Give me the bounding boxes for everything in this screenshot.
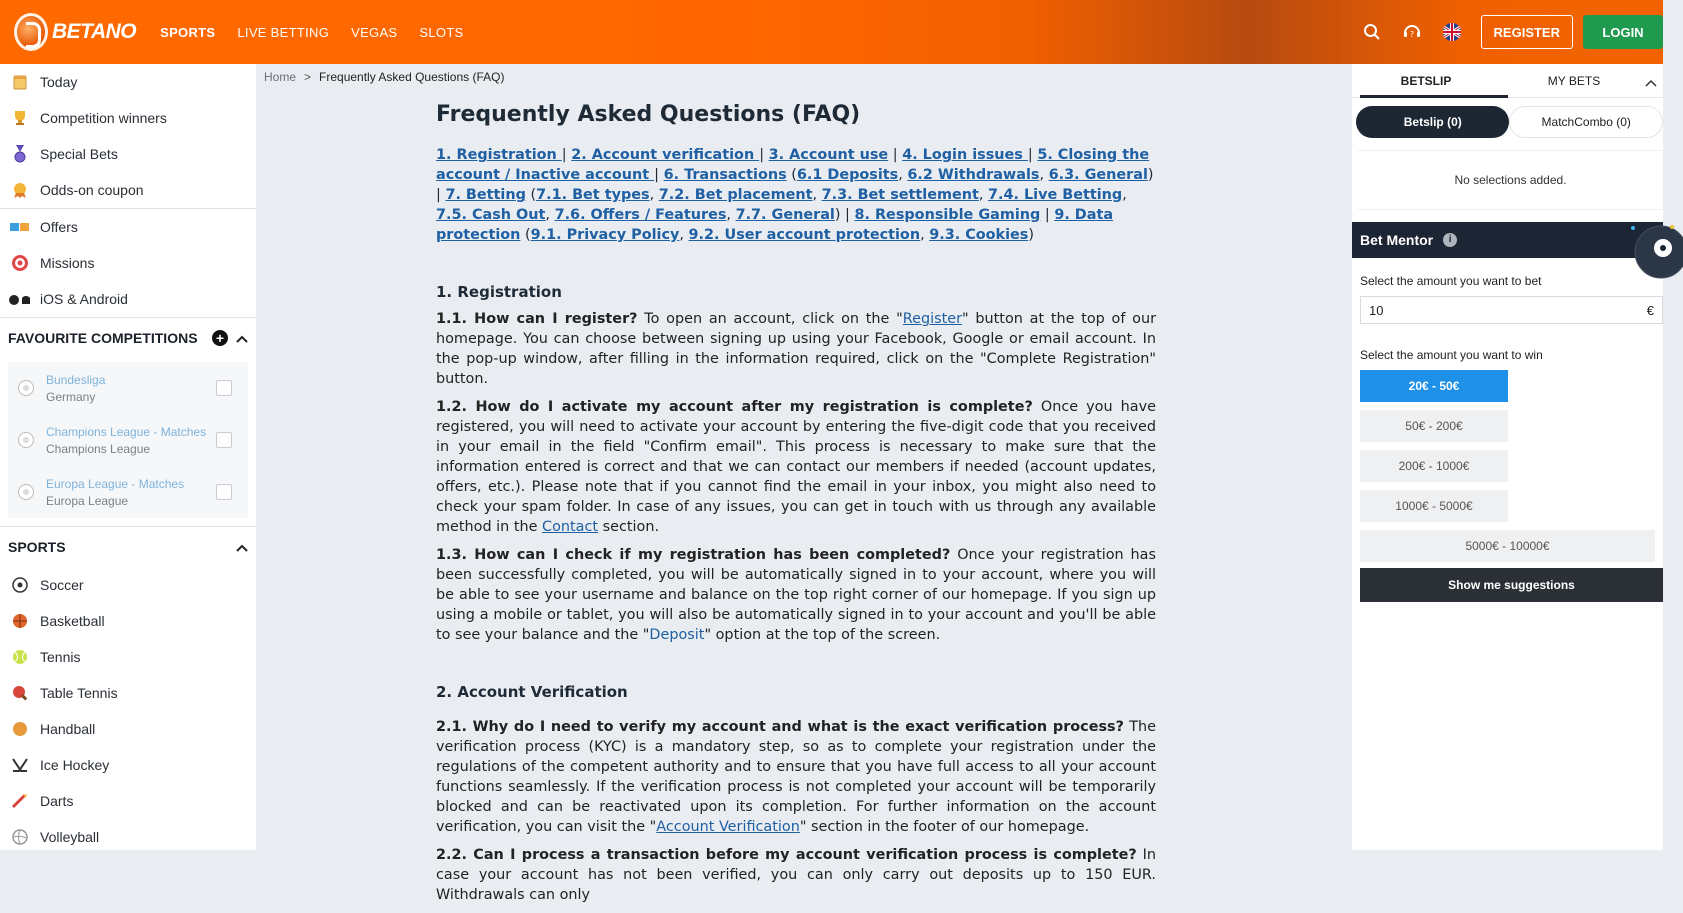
darts-icon [10, 791, 30, 811]
breadcrumb-home[interactable]: Home [264, 70, 297, 84]
faq-answer-text: section. [598, 519, 660, 535]
soccer-icon [10, 575, 30, 595]
main-content [256, 64, 1352, 903]
account-verification-link[interactable]: Account Verification [656, 819, 800, 835]
toc-user-account-protection-link[interactable]: 9.2. User account protection [688, 227, 921, 243]
page-title: Frequently Asked Questions (FAQ) [436, 102, 861, 127]
faq-answer-text: " section in the footer of our homepage. [799, 819, 1090, 835]
uk-flag-icon[interactable] [1441, 21, 1463, 43]
ice-hockey-icon [10, 755, 30, 775]
faq-answer-2-1 [436, 717, 1156, 837]
support-icon[interactable] [1401, 21, 1423, 43]
faq-answer-text: " button at the top of our homepage. You can choose between signing up using your Facebook, Google or email account. In the pop-up window, after filling in the information required, click on the "Complete Registration" button. [436, 311, 1157, 387]
sidebar-item-label: iOS & Android [40, 291, 128, 307]
toc-bet-settlement-link[interactable]: 7.3. Bet settlement [821, 187, 979, 203]
favourite-name: Europa League - Matches [46, 476, 185, 491]
header-actions [1361, 0, 1663, 64]
sidebar-item-label: Darts [40, 793, 74, 809]
faq-article [436, 102, 1156, 913]
toc-general-betting-link[interactable]: 7.7. General [735, 207, 835, 223]
sports-header[interactable] [0, 527, 256, 567]
sidebar-item-label: Volleyball [40, 829, 100, 845]
sidebar-item-soccer[interactable] [0, 567, 256, 603]
sidebar-item-label: Missions [40, 255, 95, 271]
favourite-item[interactable] [8, 414, 248, 466]
favourite-item[interactable] [8, 466, 248, 518]
sidebar-item-offers[interactable] [0, 209, 256, 245]
win-option-5000-10000[interactable]: 5000€ - 10000€ [1360, 530, 1655, 562]
toc-data-protection-link[interactable]: 9. Data protection [436, 207, 1114, 243]
calendar-icon [10, 72, 30, 92]
faq-answer-2-2 [436, 845, 1156, 905]
toc-privacy-policy-link[interactable]: 9.1. Privacy Policy [530, 227, 680, 243]
table-tennis-icon [10, 683, 30, 703]
toc-responsible-gaming-link[interactable]: 8. Responsible Gaming [854, 207, 1041, 223]
sidebar-item-label: Competition winners [40, 110, 167, 126]
logo-text: BETANO [52, 20, 137, 43]
sidebar-item-today[interactable] [0, 64, 256, 100]
info-icon[interactable]: i [1443, 233, 1457, 247]
faq-question: 2.2. Can I process a transaction before my account verification process is complete? [436, 847, 1137, 863]
faq-question: 2.1. Why do I need to verify my account and what is the exact verification process? [436, 719, 1124, 735]
faq-question: 1.3. How can I check if my registration has been completed? [436, 547, 951, 563]
search-icon[interactable] [1361, 21, 1383, 43]
logo-mark-icon [14, 13, 48, 51]
win-amount-options [1360, 370, 1663, 570]
favourite-name: Bundesliga [46, 372, 106, 387]
empty-betslip-message: No selections added. [1358, 150, 1663, 210]
nav-live-betting[interactable]: LIVE BETTING [237, 24, 330, 40]
toc-deposits-link[interactable]: 6.1 Deposits [796, 167, 899, 183]
favourite-sub: Champions League [46, 441, 151, 456]
bet-mentor-header [1352, 222, 1663, 258]
win-option-50-200[interactable]: 50€ - 200€ [1360, 410, 1508, 442]
win-option-200-1000[interactable]: 200€ - 1000€ [1360, 450, 1508, 482]
breadcrumb-separator: > [304, 70, 312, 84]
sidebar-item-tennis[interactable] [0, 639, 256, 675]
sidebar-item-ice-hockey[interactable] [0, 747, 256, 783]
faq-answer-text: Once you have registered, you will need to activate your account by entering the five-digit code that you received in your email in the field "Confirm email". This process is necessary to make sure that the information entered is correct and that we can contact our members if needed (account updates, offers, etc.). Please note that if you cannot find the email in your inbox, you might also need to check your spam folder. In case of any issues, you can get in touch with us through any available method in the [436, 399, 1156, 535]
sidebar-item-handball[interactable] [0, 711, 256, 747]
faq-table-of-contents: 1. Registration | 2. Account verification | 3. Account use | 4. Login issues | 5. Closing the account / Inactive account | 6. Transactions (6.1 Deposits, 6.2 Withdrawals, 6.3. General) | 7. Betting (7.1. Bet types, 7.2. Bet placement, 7.3. Bet settlement, 7.4. Live Betting, 7.5. Cash Out, 7.6. Offers / Features, 7.7. General) | 8. Responsible Gaming | 9. Data protection (9.1. Privacy Policy, 9.2. User account protection, 9.3. Cookies) [436, 147, 1154, 243]
sidebar-item-label: Table Tennis [40, 685, 118, 701]
toc-closing-account-link[interactable]: 5. Closing the account / Inactive account [436, 147, 1150, 183]
left-sidebar [0, 64, 256, 850]
volleyball-icon [10, 827, 30, 847]
favourite-checkbox[interactable] [216, 432, 232, 448]
toc-bet-types-link[interactable]: 7.1. Bet types [536, 187, 650, 203]
bet-mentor-body [1352, 274, 1663, 602]
main-nav [160, 25, 485, 40]
toc-cookies-link[interactable]: 9.3. Cookies [929, 227, 1029, 243]
sidebar-item-ios-android[interactable] [0, 281, 256, 317]
active-tab-indicator [1360, 95, 1508, 98]
top-header [0, 0, 1663, 64]
nav-slots[interactable]: SLOTS [419, 24, 464, 40]
faq-answer-1-3 [436, 545, 1156, 645]
betslip-tabs [1352, 64, 1663, 98]
toc-registration-link[interactable]: 1. Registration [436, 147, 562, 163]
faq-answer-text: In case your account has not been verified, you can only carry out deposits up to 150 EUR. Withdrawals can only [436, 847, 1156, 903]
soccer-ball-icon [18, 380, 34, 396]
register-link[interactable]: Register [902, 311, 963, 327]
sidebar-item-label: Tennis [40, 649, 81, 665]
section-registration-title: 1. Registration [436, 283, 562, 301]
soccer-ball-decoration-icon [1603, 222, 1683, 258]
favourite-item[interactable] [8, 362, 248, 414]
medal-icon [10, 144, 30, 164]
faq-answer-text: To open an account, click on the " [637, 311, 903, 327]
show-suggestions-button[interactable]: Show me suggestions [1360, 568, 1663, 602]
handball-icon [10, 719, 30, 739]
favourite-sub: Europa League [46, 493, 129, 508]
toc-bet-placement-link[interactable]: 7.2. Bet placement [658, 187, 813, 203]
svg-text:?: ? [1409, 30, 1414, 39]
faq-answer-1-1 [436, 309, 1156, 389]
toc-withdrawals-link[interactable]: 6.2 Withdrawals [907, 167, 1040, 183]
sidebar-item-odds-on-coupon[interactable] [0, 172, 256, 208]
favourite-checkbox[interactable] [216, 380, 232, 396]
betslip-panel [1352, 64, 1663, 850]
bet-amount-label: Select the amount you want to bet [1360, 274, 1542, 288]
sidebar-item-missions[interactable] [0, 245, 256, 281]
nav-sports[interactable]: SPORTS [160, 24, 216, 40]
sidebar-item-volleyball[interactable] [0, 819, 256, 855]
sidebar-item-competition-winners[interactable] [0, 100, 256, 136]
matchcombo-pill[interactable]: MatchCombo (0) [1509, 106, 1663, 138]
toc-cash-out-link[interactable]: 7.5. Cash Out [436, 207, 546, 223]
sidebar-item-label: Soccer [40, 577, 84, 593]
faq-question: 1.1. How can I register? [436, 311, 638, 327]
sidebar-item-label: Basketball [40, 613, 105, 629]
deposit-link[interactable]: Deposit [649, 627, 705, 643]
win-option-1000-5000[interactable]: 1000€ - 5000€ [1360, 490, 1508, 522]
badge-icon [10, 180, 30, 200]
nav-vegas[interactable]: VEGAS [351, 24, 398, 40]
chevron-up-icon[interactable] [1645, 74, 1657, 92]
toc-betting-link[interactable]: 7. Betting [445, 187, 526, 203]
sidebar-item-table-tennis[interactable] [0, 675, 256, 711]
chevron-up-icon[interactable] [236, 330, 248, 346]
toc-transactions-link[interactable]: 6. Transactions [663, 167, 787, 183]
tab-my-bets[interactable]: MY BETS [1547, 73, 1601, 88]
tab-betslip[interactable]: BETSLIP [1400, 73, 1452, 88]
breadcrumb [264, 70, 504, 84]
faq-answer-text: The verification process (KYC) is a mandatory step, so as to complete your registration under the regulations of the competent authority and to ensure that you have full access to all your account functions seamlessly. If the verification process is not completed your account will be temporarily blocked and can be reactivated upon its completion. For further information on the account verification, you can visit the " [436, 719, 1157, 835]
login-button[interactable]: LOGIN [1583, 15, 1663, 49]
sidebar-item-label: Handball [40, 721, 96, 737]
toc-account-use-link[interactable]: 3. Account use [768, 147, 889, 163]
contact-link[interactable]: Contact [542, 519, 599, 535]
faq-answer-1-2 [436, 397, 1156, 537]
win-amount-label: Select the amount you want to win [1360, 348, 1543, 362]
faq-answer-text: " option at the top of the screen. [704, 627, 941, 643]
toc-account-verification-link[interactable]: 2. Account verification [571, 147, 760, 163]
bet-mentor-title: Bet Mentor [1360, 232, 1434, 248]
sidebar-item-label: Ice Hockey [40, 757, 110, 773]
sidebar-item-label: Special Bets [40, 146, 118, 162]
soccer-ball-icon [18, 484, 34, 500]
currency-symbol: € [1646, 302, 1654, 318]
basketball-icon [10, 611, 30, 631]
faq-question: 1.2. How do I activate my account after my registration is complete? [436, 399, 1033, 415]
sidebar-item-label: Odds-on coupon [40, 182, 144, 198]
breadcrumb-current: Frequently Asked Questions (FAQ) [319, 70, 505, 84]
sidebar-item-label: Today [40, 74, 78, 90]
section-title: SPORTS [8, 539, 66, 555]
betslip-pill[interactable]: Betslip (0) [1356, 106, 1509, 138]
tennis-icon [10, 647, 30, 667]
bet-amount-value: 10 [1369, 302, 1384, 318]
toc-live-betting-link[interactable]: 7.4. Live Betting [988, 187, 1123, 203]
apple-android-icon [10, 289, 30, 309]
sidebar-item-special-bets[interactable] [0, 136, 256, 172]
betano-logo[interactable] [14, 0, 136, 64]
trophy-icon [10, 108, 30, 128]
favourite-sub: Germany [46, 389, 96, 404]
sidebar-item-darts[interactable] [0, 783, 256, 819]
favourite-competitions-header[interactable] [0, 318, 256, 358]
sidebar-item-basketball[interactable] [0, 603, 256, 639]
favourite-checkbox[interactable] [216, 484, 232, 500]
section-account-verification-title: 2. Account Verification [436, 683, 628, 701]
toc-offers-features-link[interactable]: 7.6. Offers / Features [554, 207, 727, 223]
favourites-list [8, 362, 248, 518]
bet-amount-input[interactable] [1360, 296, 1663, 324]
sidebar-item-label: Offers [40, 219, 78, 235]
section-title: FAVOURITE COMPETITIONS [8, 330, 198, 346]
favourite-name: Champions League - Matches [46, 424, 207, 439]
add-favourite-icon[interactable]: + [212, 330, 228, 346]
betslip-mode-switch [1356, 106, 1663, 140]
soccer-ball-icon [18, 432, 34, 448]
chevron-up-icon[interactable] [236, 539, 248, 555]
target-icon [10, 253, 30, 273]
toc-login-issues-link[interactable]: 4. Login issues [902, 147, 1028, 163]
toc-general-transactions-link[interactable]: 6.3. General [1048, 167, 1148, 183]
offers-icon [10, 217, 30, 237]
register-button[interactable]: REGISTER [1481, 15, 1573, 49]
win-option-20-50[interactable]: 20€ - 50€ [1360, 370, 1508, 402]
faq-answer-text: Once your registration has been successfully completed, you will be automatically signed in to your account, where you will be able to see your username and balance on the top right corner of our homepage. If you sign up using a mobile or tablet, you will also be automatically signed in to your account and you'll be able to see your balance and the " [436, 547, 1156, 643]
